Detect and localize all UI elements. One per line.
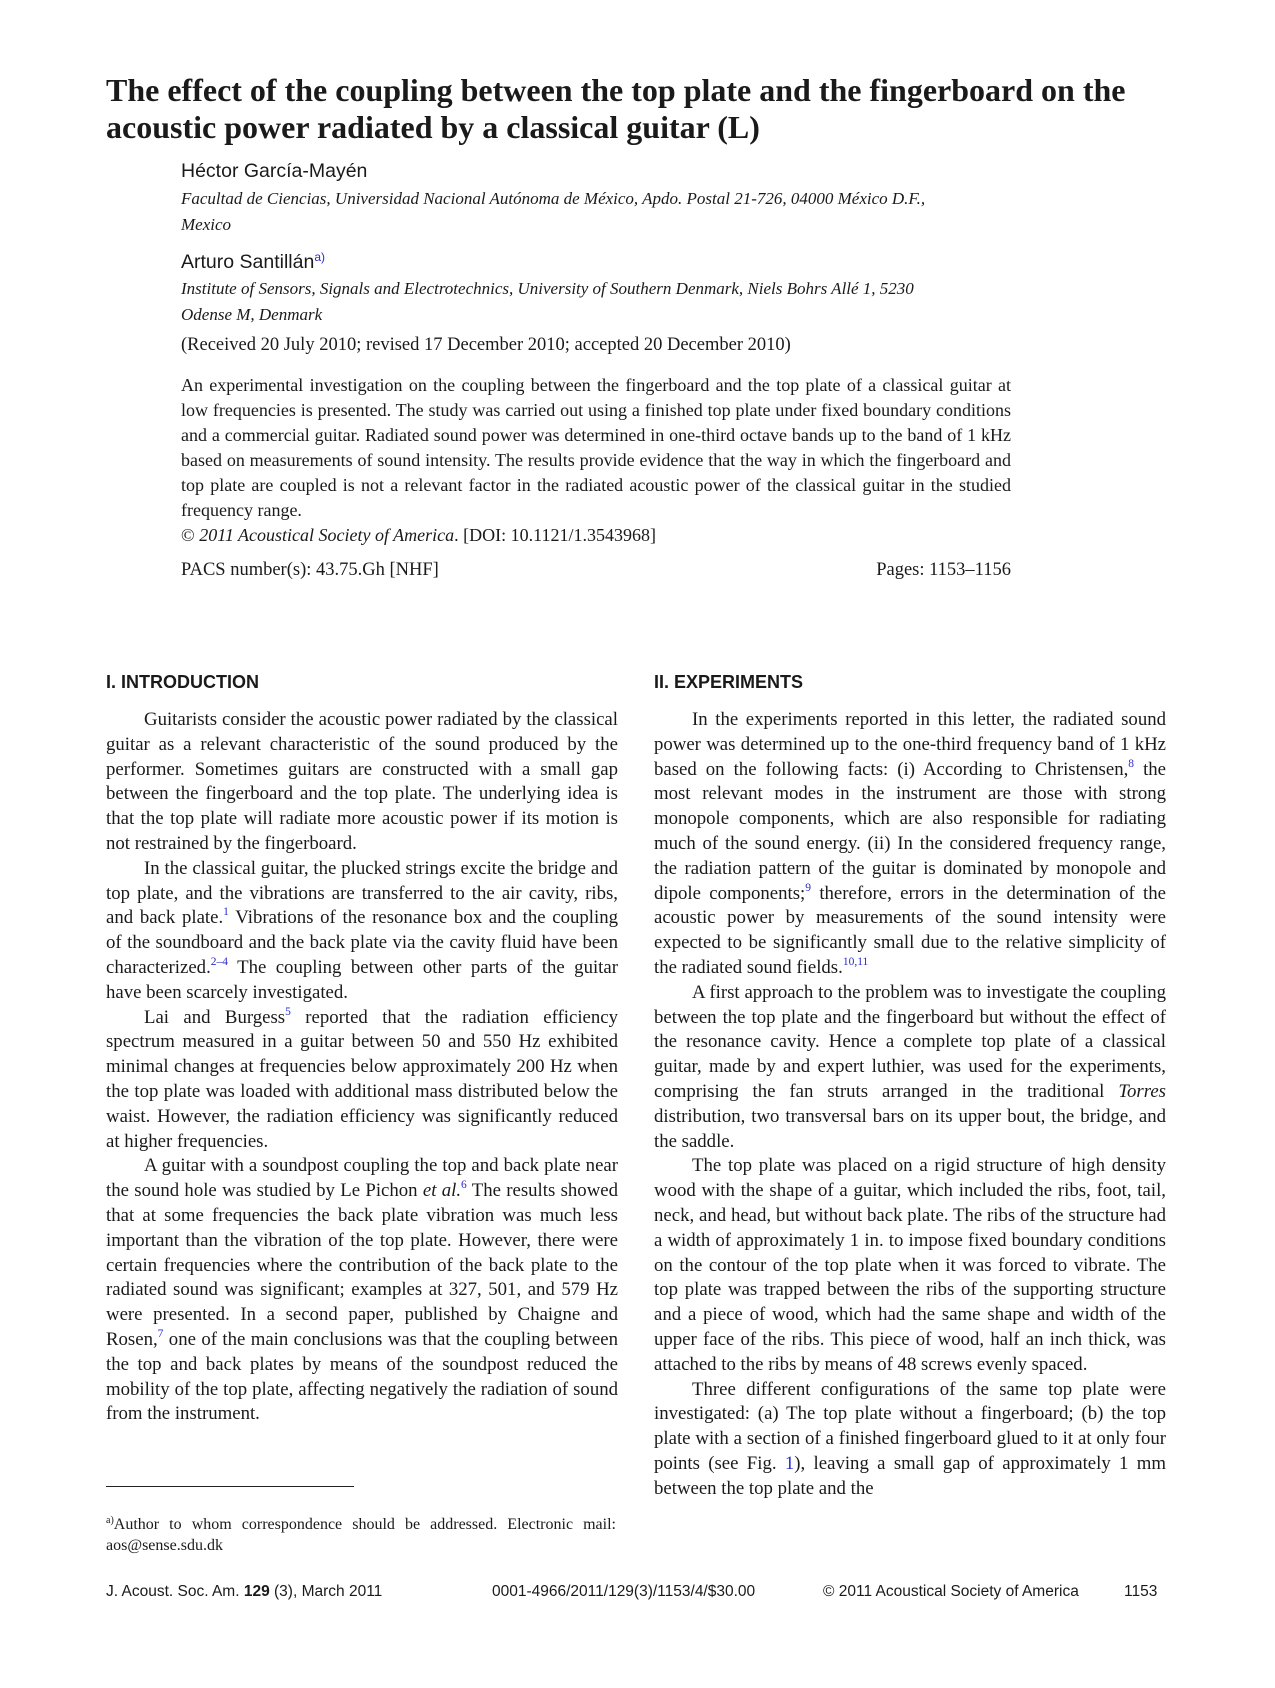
paper-title: The effect of the coupling between the top plate and the fingerboard on the acoustic power radiated by a classical guitar (L)	[106, 72, 1126, 145]
section-heading-experiments: II. EXPERIMENTS	[654, 672, 804, 692]
author-2-footnote-marker[interactable]: a)	[314, 250, 325, 264]
footer-copyright: © 2011 Acoustical Society of America	[823, 1583, 1079, 1600]
paragraph: A first approach to the problem was to investigate the coupling between the top plate and the fingerboard but without the effect of the resonance cavity. Hence a complete top plate of a classical guitar, made by and expert luthier, was used for the experiments, comprising the fan struts arranged in the traditional Torres distribution, two transversal bars on its upper bout, the bridge, and the saddle.	[654, 981, 1166, 1152]
author-2-name: Arturo Santillán$^{a)}$	[181, 250, 325, 273]
author-1-name: Héctor García-Mayén	[181, 160, 368, 182]
abstract	[181, 373, 1011, 548]
paragraph: Three different configurations of the same top plate were investigated: (a) The top plate without a fingerboard; (b) the top plate with a section of a finished fingerboard glued to it at only four points (see Fig. 1), leaving a small gap of approximately 1 mm between the top plate and the	[654, 1378, 1166, 1499]
reference-link[interactable]: 2–4	[210, 955, 229, 968]
paragraph: Lai and Burgess$^5$ reported that the radiation efficiency spectrum measured in a guitar between 50 and 550 Hz exhibited minimal changes at frequencies below approximately 200 Hz when the top plate was loaded with additional mass distributed below the waist. However, the radiation efficiency was significantly reduced at higher frequencies.	[106, 1005, 618, 1152]
footnote-divider	[106, 1486, 354, 1487]
reference-link[interactable]: 6	[461, 1179, 467, 1192]
paragraph: In the experiments reported in this letter, the radiated sound power was determined up to the one-third frequency band of 1 kHz based on the following facts: (i) According to Christensen,$^8$ the most relevant modes in the instrument are those with strong monopole components, which are also responsible for radiating much of the sound energy. (ii) In the considered frequency range, the radiation pattern of the guitar is dominated by monopole and dipole components;$^9$ therefore, errors in the determination of the acoustic power by measurements of the sound intensity were expected to be significantly small due to the relative simplicity of the radiated sound fields.$^{10,11}$	[654, 709, 1167, 978]
footer-journal: J. Acoust. Soc. Am. 129 (3), March 2011	[106, 1583, 383, 1600]
paragraph: Guitarists consider the acoustic power radiated by the classical guitar as a relevant characteristic of the sound produced by the performer. Sometimes guitars are constructed with a small gap between the fingerboard and the top plate. The underlying idea is that the top plate will radiate more acoustic power if its motion is not restrained by the fingerboard.	[106, 709, 618, 854]
copyright-doi-line: © 2011 Acoustical Society of America. [DOI: 10.1121/1.3543968]	[181, 525, 656, 545]
footer-page-number: 1153	[1124, 1583, 1158, 1600]
page-range: Pages: 1153–1156	[876, 560, 1011, 580]
introduction-body	[106, 708, 618, 1427]
author-1-affiliation: Facultad de Ciencias, Universidad Nacional Autónoma de México, Apdo. Postal 21-726, 04000 México D.F., Mexico	[181, 189, 926, 234]
reference-link[interactable]: 1	[223, 906, 229, 919]
pacs-number: PACS number(s): 43.75.Gh [NHF]	[181, 560, 439, 580]
section-heading-introduction: I. INTRODUCTION	[106, 672, 259, 692]
experiments-body	[654, 708, 1166, 1502]
abstract-text: An experimental investigation on the coupling between the fingerboard and the top plate of a classical guitar at low frequencies is presented. The study was carried out using a finished top plate under fixed boundary conditions and a commercial guitar. Radiated sound power was determined in one-third octave bands up to the band of 1 kHz based on measurements of sound intensity. The results provide evidence that the way in which the fingerboard and top plate are coupled is not a relevant factor in the radiated acoustic power of the classical guitar in the studied frequency range.	[181, 375, 1011, 520]
reference-link[interactable]: 5	[285, 1005, 291, 1018]
reference-link[interactable]: 10,11	[842, 955, 869, 968]
reference-link[interactable]: 8	[1128, 757, 1135, 770]
reference-link[interactable]: 9	[805, 881, 811, 894]
paragraph: A guitar with a soundpost coupling the top and back plate near the sound hole was studied by Le Pichon et al.$^6$ The results showed that at some frequencies the back plate vibration was much less important than the vibration of the top plate. However, there were certain frequencies where the contribution of the back plate to the radiated sound was significant; examples at 327, 501, and 579 Hz were presented. In a second paper, published by Chaigne and Rosen,$^7$ one of the main conclusions was that the coupling between the top and back plates by means of the soundpost reduced the mobility of the top plate, affecting negatively the radiation of sound from the instrument.	[106, 1155, 618, 1425]
reference-link[interactable]: 7	[157, 1327, 164, 1340]
paragraph: In the classical guitar, the plucked strings excite the bridge and top plate, and the vibrations are transferred to the air cavity, ribs, and back plate.$^1$ Vibrations of the resonance box and the coupling of the soundboard and the back plate via the cavity fluid have been characterized.$^{2-4}$ The coupling between other parts of the guitar have been scarcely investigated.	[106, 857, 618, 1003]
footer-code: 0001-4966/2011/129(3)/1153/4/$30.00	[492, 1583, 756, 1600]
footnote: $^{a)}$Author to whom correspondence should be addressed. Electronic mail: aos@sense.sdu.dk	[106, 1515, 616, 1554]
figure-link[interactable]: 1	[784, 1452, 795, 1474]
received-dates: (Received 20 July 2010; revised 17 December 2010; accepted 20 December 2010)	[181, 335, 791, 355]
author-2-affiliation: Institute of Sensors, Signals and Electrotechnics, University of Southern Denmark, Niels Bohrs Allé 1, 5230 Odense M, Denmark	[181, 279, 914, 324]
paragraph: The top plate was placed on a rigid structure of high density wood with the shape of a guitar, which included the ribs, foot, tail, neck, and head, but without back plate. The ribs of the structure had a width of approximately 1 in. to impose fixed boundary conditions on the contour of the top plate when it was forced to vibrate. The top plate was trapped between the ribs of the supporting structure and a piece of wood, which had the same shape and width of the upper face of the ribs. This piece of wood, half an inch thick, was attached to the ribs by means of 48 screws evenly spaced.	[654, 1155, 1166, 1375]
